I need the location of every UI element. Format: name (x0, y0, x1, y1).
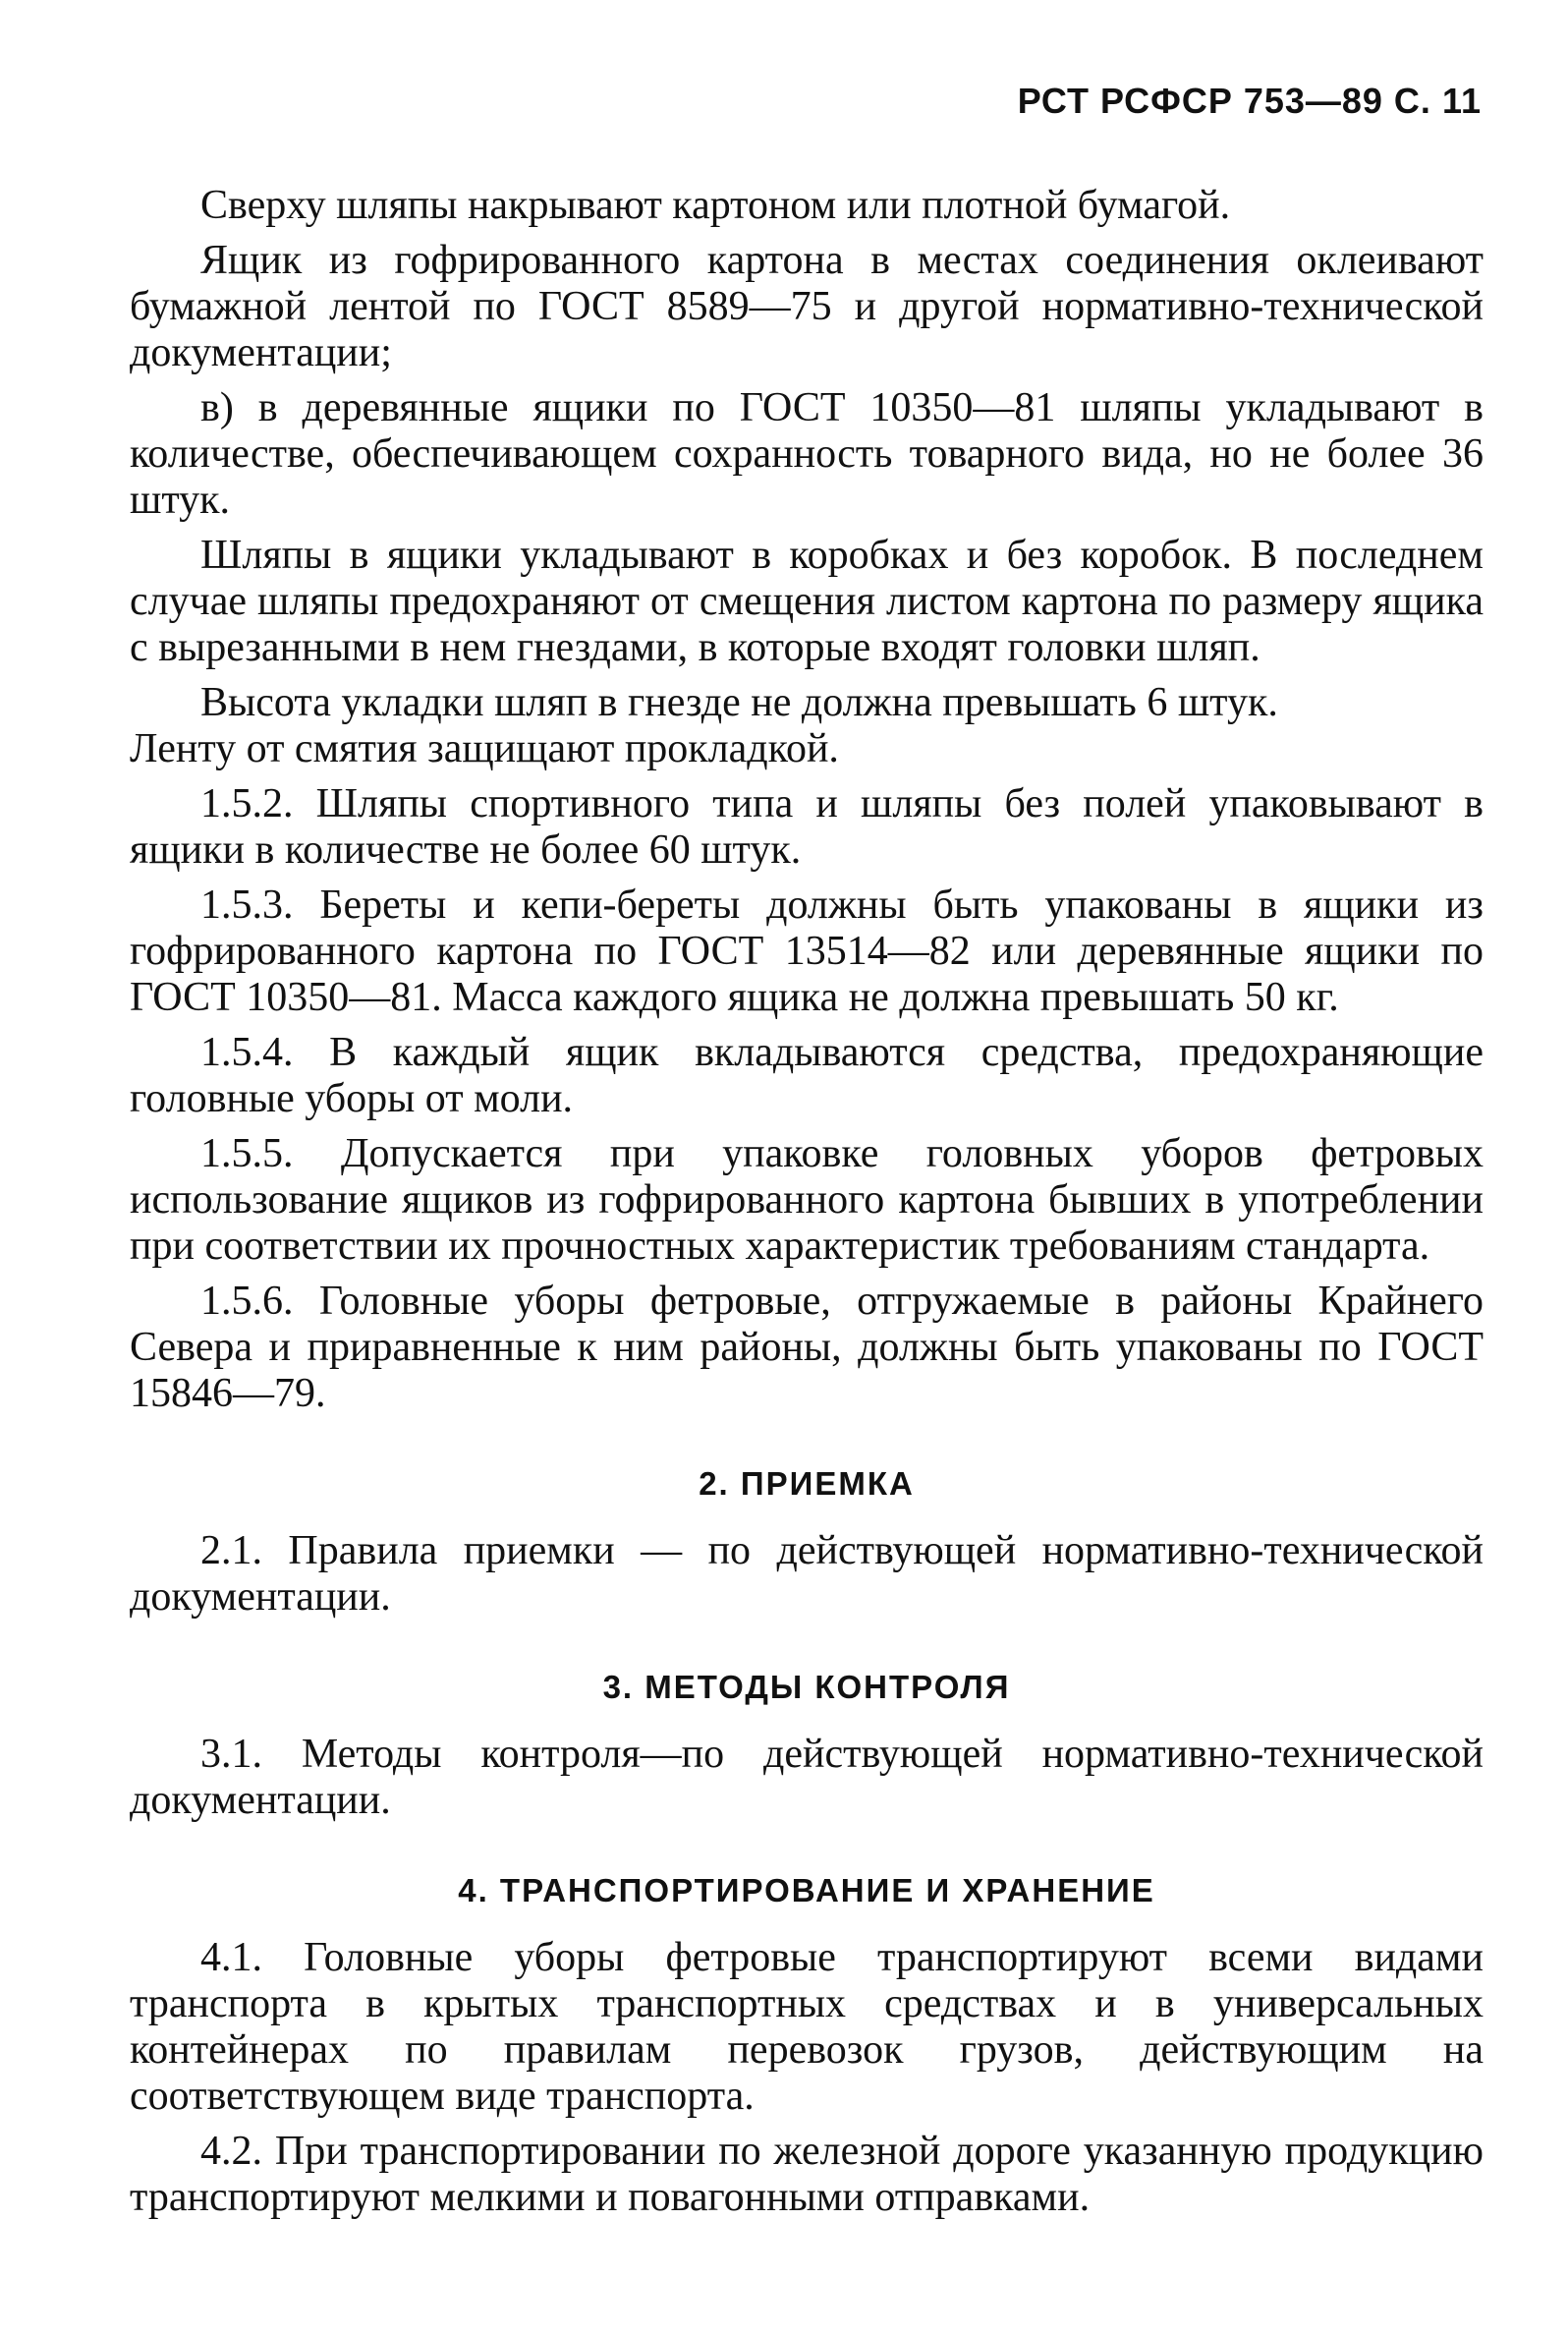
paragraph: Ленту от смятия защищают прокладкой. (130, 726, 839, 771)
paragraph: 3.1. Методы контроля—по действующей нормативно-технической документации. (130, 1732, 1484, 1823)
paragraph: Ящик из гофрированного картона в местах соединения оклеивают бумажной лентой по ГОСТ 8589—75 и другой нормативно-технической документации; (130, 238, 1484, 375)
paragraph: 4.1. Головные уборы фетровые транспортируют всеми видами транспорта в крытых транспортных средствах и в универсальных контейнерах по правилам перевозок грузов, действующим на соответствующем виде транспорта. (130, 1935, 1484, 2119)
paragraph: 1.5.2. Шляпы спортивного типа и шляпы без полей упаковывают в ящики в количестве не более 60 штук. (130, 781, 1484, 873)
page-body (130, 183, 1484, 2230)
paragraph: 1.5.6. Головные уборы фетровые, отгружаемые в районы Крайнего Севера и приравненные к ним районы, должны быть упакованы по ГОСТ 15846—79. (130, 1279, 1484, 1416)
paragraph: 1.5.5. Допускается при упаковке головных уборов фетровых использование ящиков из гофрированного картона бывших в употреблении при соответствии их прочностных характеристик требованиям стандарта. (130, 1131, 1484, 1269)
paragraph: Сверху шляпы накрывают картоном или плотной бумагой. (200, 183, 1231, 228)
paragraph: 4.2. При транспортировании по железной дороге указанную продукцию транспортируют мелкими и повагонными отправками. (130, 2129, 1484, 2220)
running-head: РСТ РСФСР 753—89 С. 11 (1017, 81, 1482, 121)
paragraph: Высота укладки шляп в гнезде не должна превышать 6 штук. (200, 680, 1278, 725)
section-heading-transport-storage: 4. ТРАНСПОРТИРОВАНИЕ И ХРАНЕНИЕ (458, 1872, 1155, 1908)
paragraph: 2.1. Правила приемки — по действующей нормативно-технической документации. (130, 1528, 1484, 1620)
paragraph: Шляпы в ящики укладывают в коробках и без коробок. В последнем случае шляпы предохраняют от смещения листом картона по размеру ящика с вырезанными в нем гнездами, в которые входят головки шляп. (130, 533, 1484, 670)
paragraph: 1.5.4. В каждый ящик вкладываются средства, предохраняющие головные уборы от моли. (130, 1030, 1484, 1121)
section-heading-control-methods: 3. МЕТОДЫ КОНТРОЛЯ (602, 1669, 1011, 1705)
paragraph: 1.5.3. Береты и кепи-береты должны быть упакованы в ящики из гофрированного картона по ГОСТ 13514—82 или деревянные ящики по ГОСТ 10350—81. Масса каждого ящика не должна превышать 50 кг. (130, 882, 1484, 1020)
section-heading-acceptance: 2. ПРИЕМКА (699, 1465, 915, 1502)
paragraph: в) в деревянные ящики по ГОСТ 10350—81 шляпы укладывают в количестве, обеспечивающем сохранность товарного вида, но не более 36 штук. (130, 385, 1484, 523)
